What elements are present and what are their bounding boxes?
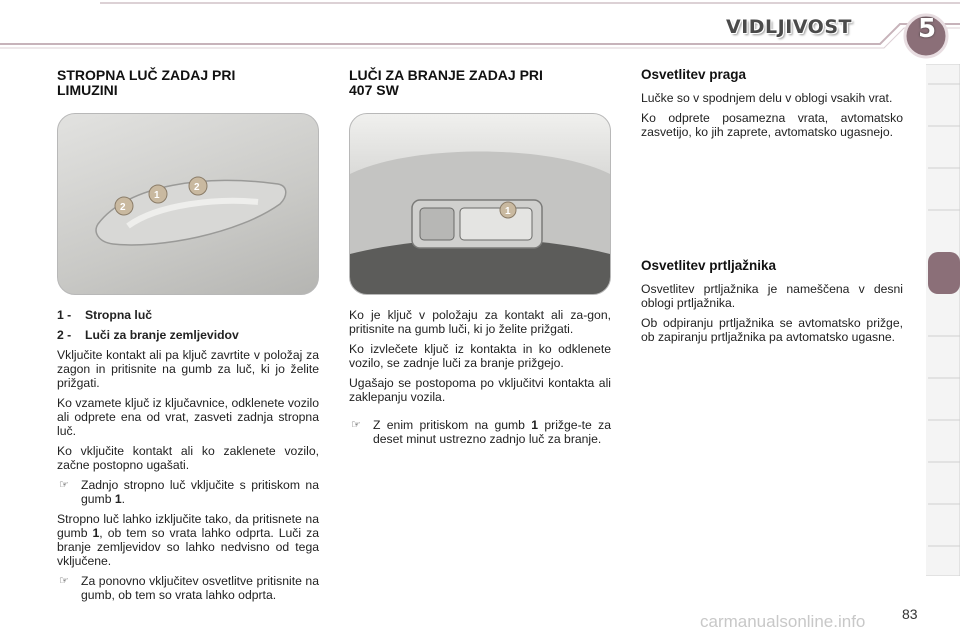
paragraph: Ko vključite kontakt ali ko zaklenete vozilo, začne postopno ugašati.: [57, 444, 319, 472]
paragraph: Lučke so v spodnjem delu v oblogi vsakih vrat.: [641, 91, 893, 105]
paragraph: Ko je ključ v položaju za kontakt ali za-gon, pritisnite na gumb luči, ki jo želite prižgati.: [349, 308, 611, 336]
paragraph: Ob odpiranju prtljažnika se avtomatsko prižge, ob zapiranju prtljažnika pa avtomatsko ugasne.: [641, 316, 903, 344]
pointing-hand-icon: ☞: [59, 479, 69, 491]
column-rear-roof-light: [57, 68, 319, 98]
page-header: [0, 0, 960, 58]
photo-roof-light: [57, 113, 319, 295]
photo-label-2a: 2: [120, 202, 126, 213]
paragraph: Vključite kontakt ali pa ključ zavrtite v položaj za zagon in pritisnite na gumb za luč, ki jo želite prižgati.: [57, 348, 319, 390]
note-item: ☞ Za ponovno vključitev osvetlitve pritisnite na gumb, ob tem so vrata lahko odprta.: [59, 574, 319, 602]
chapter-side-tabs: [926, 64, 960, 576]
paragraph: Ko izvlečete ključ iz kontakta in ko odklenete vozilo, se zadnje luči za branje prižgejo.: [349, 342, 611, 370]
column-boot-light: [641, 259, 903, 350]
legend-item-1: 1 - Stropna luč: [57, 308, 153, 322]
photo-label-1: 1: [154, 190, 160, 201]
photo-label-2b: 2: [194, 182, 200, 193]
section-title-rear-roof-light: STROPNA LUČ ZADAJ PRI LIMUZINI: [57, 67, 236, 98]
paragraph: Ko odprete posamezna vrata, avtomatsko zasvetijo, ko jih zaprete, avtomatsko ugasnejo.: [641, 111, 903, 139]
photo-label-1: 1: [505, 206, 511, 217]
section-title-door-sill: Osvetlitev praga: [641, 67, 747, 82]
column-rear-roof-light-text: [57, 308, 319, 608]
note-item: ☞ Zadnjo stropno luč vključite s pritiskom na gumb 1.: [59, 478, 319, 506]
pointing-hand-icon: ☞: [351, 419, 361, 431]
paragraph: Stropno luč lahko izključite tako, da pritisnete na gumb 1, ob tem so vrata lahko odprta. Luči za branje zemljevidov so lahko nedvisno od tega vključene.: [57, 512, 320, 568]
paragraph: Ko vzamete ključ iz ključavnice, odklenete vozilo ali odprete ena od vrat, zasveti zadnja stropna luč.: [57, 396, 319, 438]
column-reading-lights-text: [349, 308, 611, 452]
legend-item-2: 2 - Luči za branje zemljevidov: [57, 328, 239, 342]
watermark: carmanualsonline.info: [700, 612, 866, 631]
active-chapter-tab: [928, 252, 960, 294]
photo-reading-lights: [349, 113, 611, 295]
section-title-reading-lights: LUČI ZA BRANJE ZADAJ PRI 407 SW: [349, 67, 543, 98]
pointing-hand-icon: ☞: [59, 575, 69, 587]
reading-lights-illustration: [350, 114, 610, 294]
page-number: 83: [902, 606, 918, 622]
roof-light-illustration: [58, 114, 318, 294]
chapter-number: 5: [917, 14, 937, 44]
chapter-title: VIDLJIVOST: [726, 16, 852, 38]
paragraph: Osvetlitev prtljažnika je nameščena v desni oblogi prtljažnika.: [641, 282, 903, 310]
paragraph: Ugašajo se postopoma po vključitvi kontakta ali zaklepanju vozila.: [349, 376, 611, 404]
column-door-sill-light: [641, 68, 903, 145]
section-title-boot-light: Osvetlitev prtljažnika: [641, 258, 777, 273]
note-item: ☞ Z enim pritiskom na gumb 1 prižge-te za deset minut ustrezno zadnjo luč za branje.: [351, 418, 611, 446]
column-reading-lights: [349, 68, 611, 98]
